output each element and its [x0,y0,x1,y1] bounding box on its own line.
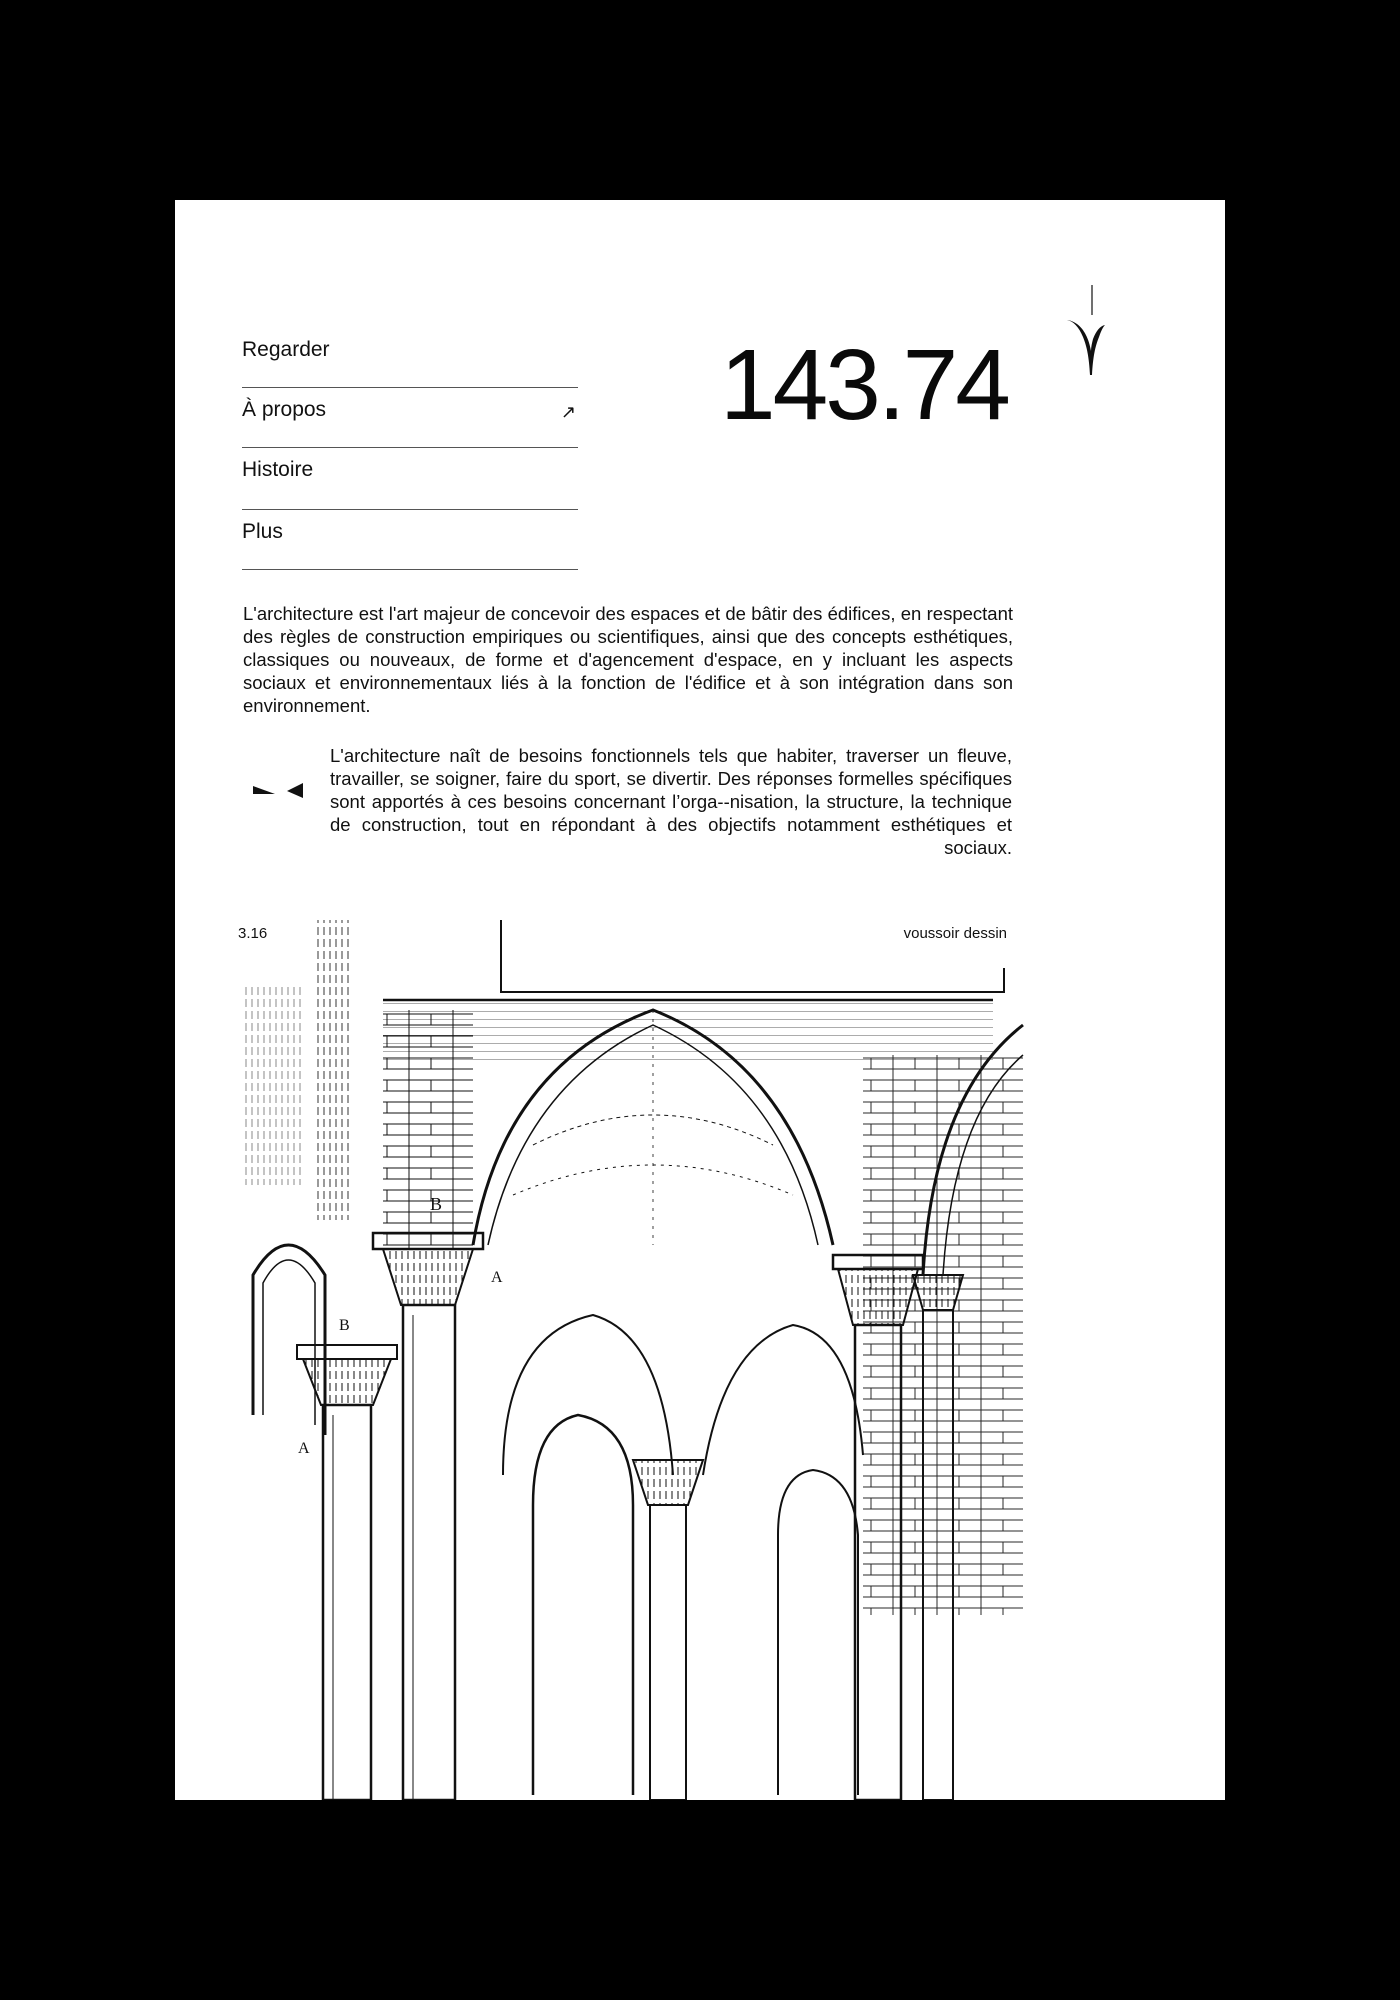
column-center-left [373,1233,483,1800]
counter-number: 143.74 [720,329,1008,441]
play-icon[interactable] [253,786,275,794]
column-center [633,1460,703,1800]
figure-number: 3.16 [238,925,268,942]
column-left [297,1345,397,1800]
architecture-drawing [233,915,1033,1800]
north-east-arrow-icon: ↗ [560,402,576,422]
figure-label-b-2: B [339,1317,350,1334]
figure-label-a-1: A [491,1269,503,1286]
nav-item-label: Regarder [242,338,330,361]
main-nav [242,328,578,570]
intro-paragraph: L'architecture est l'art majeur de concevoir des espaces et de bâtir des édifices, en respectant des règles de construction empiriques ou scientifiques, ainsi que des concepts esthétiques, classiques ou nouveaux, de forme et d'agencement d'espace, en y incluant les aspects sociaux et environnementaux liés à la fonction de l'édifice et à son intégration dans son environnement. [243,603,1013,716]
nav-item-label: Plus [242,520,283,543]
nav-item-plus[interactable] [242,510,578,570]
nav-item-label: À propos [242,398,327,421]
media-controls [251,780,311,802]
figure-caption: voussoir dessin [903,925,1007,942]
figure-label-a-2: A [298,1440,310,1457]
page-sheet [175,200,1225,1800]
figure-label-b-1: B [430,1194,443,1214]
ornament-logo-icon [1065,285,1105,385]
rewind-icon[interactable] [287,783,303,798]
second-paragraph: L'architecture naît de besoins fonctionnels tels que habiter, traverser un fleuve, travailler, se soigner, faire du sport, se divertir. Des réponses formelles spécifiques sont apportés à ces besoins concernant l’orga--nisation, la structure, la technique de construction, tout en répondant à des objectifs notamment esthétiques et sociaux. [330,745,1012,858]
nav-item-label: Histoire [242,458,314,481]
nav-item-a-propos[interactable] [242,388,578,448]
nav-item-histoire[interactable] [242,448,578,510]
nav-item-regarder[interactable] [242,328,578,388]
